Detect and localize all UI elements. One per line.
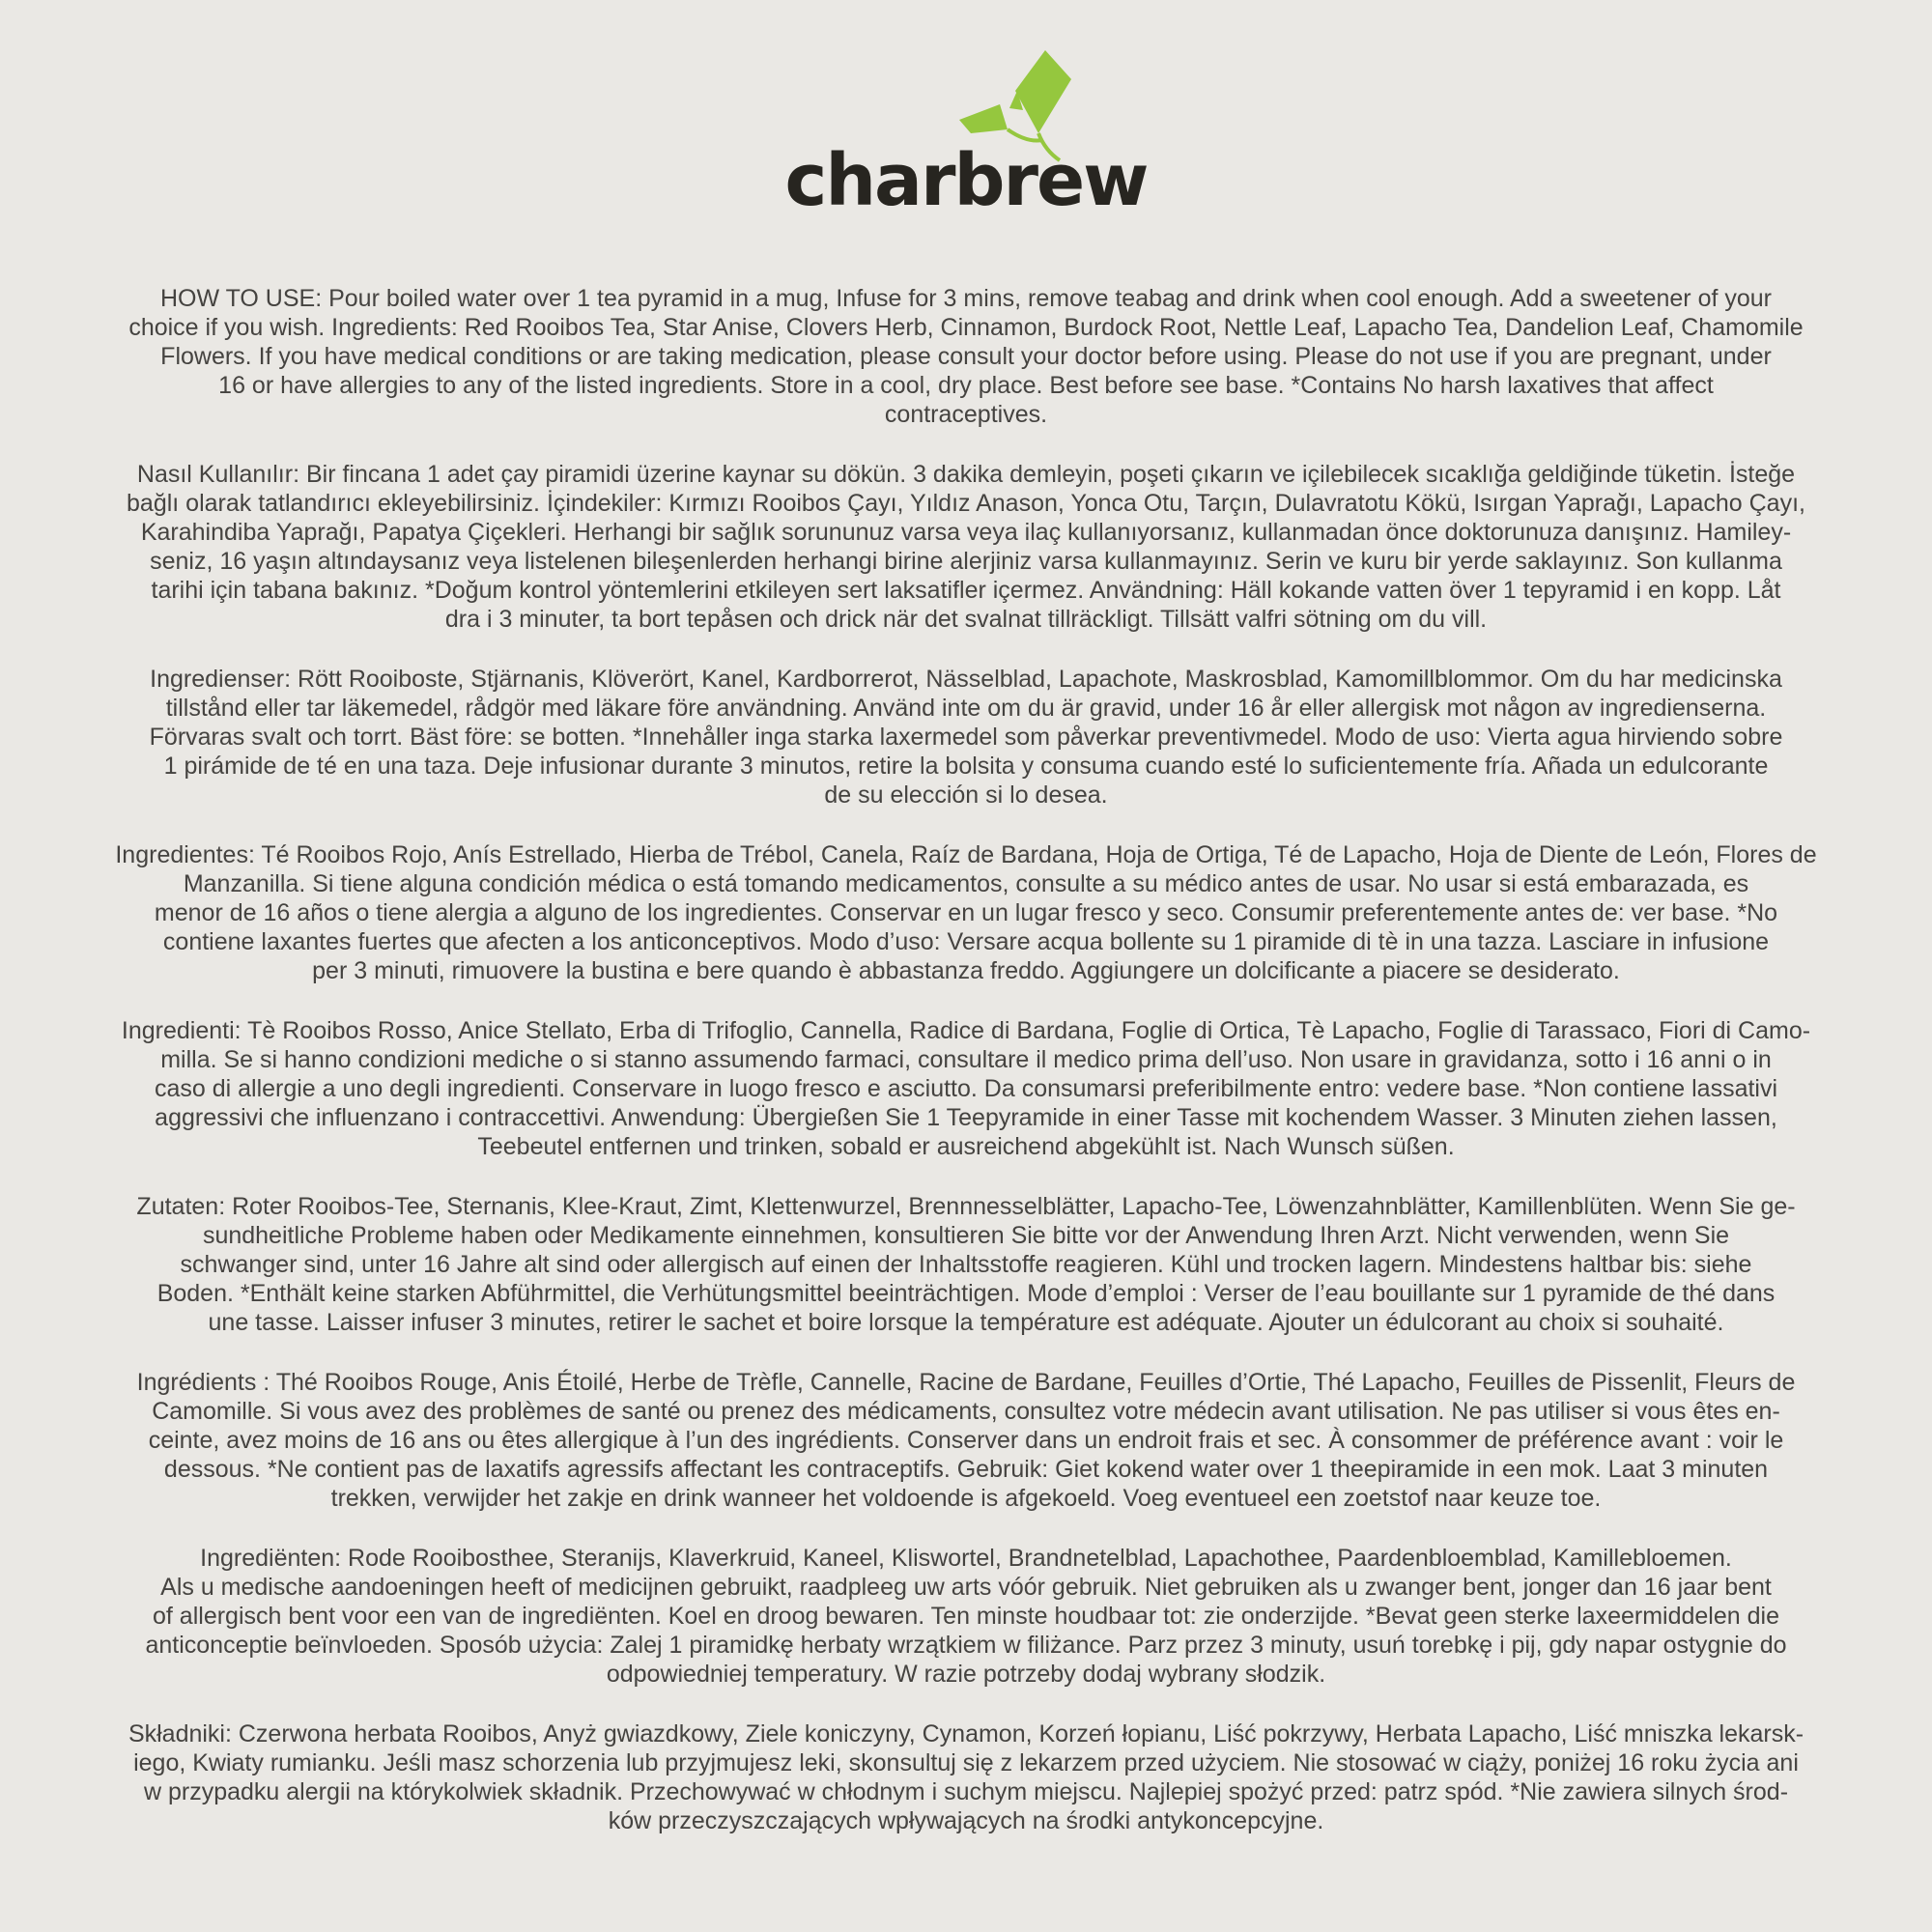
paragraph-english xyxy=(34,284,1898,429)
text-line: Ingrediënten: Rode Rooibosthee, Steranijs, Klaverkruid, Kaneel, Kliswortel, Brandnetelblad, Lapachothee, Paardenbloemblad, Kamillebloemen. xyxy=(200,1545,1732,1572)
paragraph-italian-german xyxy=(34,1016,1898,1161)
text-line: une tasse. Laisser infuser 3 minutes, retirer le sachet et boire lorsque la température est adéquate. Ajouter un édulcorant au choix si souhaité. xyxy=(208,1309,1724,1336)
text-line: trekken, verwijder het zakje en drink wanneer het voldoende is afgekoeld. Voeg eventueel een zoetstof naar keuze toe. xyxy=(330,1485,1602,1512)
paragraph-swedish-spanish xyxy=(34,665,1898,810)
text-line: sundheitliche Probleme haben oder Medikamente einnehmen, konsultieren Sie bitte vor der Anwendung Ihren Arzt. Nicht verwenden, wenn Sie xyxy=(202,1222,1730,1249)
text-line: Składniki: Czerwona herbata Rooibos, Anyż gwiazdkowy, Ziele koniczyny, Cynamon, Korzeń łopianu, Liść pokrzywy, Herbata Lapacho, Liść mniszka lekarsk- xyxy=(128,1720,1804,1747)
text-line: schwanger sind, unter 16 Jahre alt sind oder allergisch auf einen der Inhaltsstoffe reagieren. Kühl und trocken lagern. Mindestens haltbar bis: siehe xyxy=(180,1251,1752,1278)
text-line: 16 or have allergies to any of the listed ingredients. Store in a cool, dry place. Best before see base. *Contains No harsh laxatives that affect xyxy=(218,372,1714,399)
text-line: 1 pirámide de té en una taza. Deje infusionar durante 3 minutos, retire la bolsita y consuma cuando esté lo suficientemente fría. Añada un edulcorante xyxy=(163,753,1769,780)
text-line: ków przeczyszczających wpływających na środki antykoncepcyjne. xyxy=(608,1807,1324,1834)
brand-logo xyxy=(784,48,1148,222)
paragraph-french-dutch xyxy=(34,1368,1898,1513)
text-line: Förvaras svalt och torrt. Bäst före: se botten. *Innehåller inga starka laxermedel som påverkar preventivmedel. Modo de uso: Vierta agua hirviendo sobre xyxy=(149,724,1783,751)
text-line: aggressivi che influenzano i contraccettivi. Anwendung: Übergießen Sie 1 Teepyramide in einer Tasse mit kochendem Wasser. 3 Minuten ziehen lassen, xyxy=(155,1104,1777,1131)
text-line: Ingredienti: Tè Rooibos Rosso, Anice Stellato, Erba di Trifoglio, Cannella, Radice di Bardana, Foglie di Ortica, Tè Lapacho, Foglie di Tarassaco, Fiori di Camo- xyxy=(121,1017,1811,1044)
text-line: choice if you wish. Ingredients: Red Rooibos Tea, Star Anise, Clovers Herb, Cinnamon, Burdock Root, Nettle Leaf, Lapacho Tea, Dandelion Leaf, Chamomile xyxy=(128,314,1804,341)
paragraph-german-french xyxy=(34,1192,1898,1337)
text-line: dessous. *Ne contient pas de laxatifs agressifs affectant les contraceptifs. Gebruik: Giet kokend water over 1 theepiramide in een mok. Laat 3 minuten xyxy=(163,1456,1769,1483)
paragraph-turkish-swedish xyxy=(34,460,1898,634)
text-line: menor de 16 años o tiene alergia a alguno de los ingredientes. Conservar en un lugar fresco y seco. Consumir preferentemente antes de: ver base. *No xyxy=(154,899,1778,926)
text-line: milla. Se si hanno condizioni mediche o si stanno assumendo farmaci, consultare il medico prima dell’uso. Non usare in gravidanza, sotto i 16 anni o in xyxy=(160,1046,1772,1073)
text-line: Nasıl Kullanılır: Bir fincana 1 adet çay piramidi üzerine kaynar su dökün. 3 dakika demleyin, poşeti çıkarın ve içilebilecek sıcaklığa geldiğinde tüketin. İsteğe xyxy=(136,461,1796,488)
label-text xyxy=(34,284,1898,1835)
text-line: Ingrédients : Thé Rooibos Rouge, Anis Étoilé, Herbe de Trèfle, Cannelle, Racine de Bardane, Feuilles d’Ortie, Thé Lapacho, Feuilles de Pissenlit, Fleurs de xyxy=(136,1369,1796,1396)
text-line: Ingredientes: Té Rooibos Rojo, Anís Estrellado, Hierba de Trébol, Canela, Raíz de Bardana, Hoja de Ortiga, Té de Lapacho, Hoja de Diente de León, Flores de xyxy=(115,841,1817,868)
text-line: bağlı olarak tatlandırıcı ekleyebilirsiniz. İçindekiler: Kırmızı Rooibos Çayı, Yıldız Anason, Yonca Otu, Tarçın, Dulavratotu Kökü, Isırgan Yaprağı, Lapacho Çayı, xyxy=(127,490,1805,517)
text-line: HOW TO USE: Pour boiled water over 1 tea pyramid in a mug, Infuse for 3 mins, remove teabag and drink when cool enough. Add a sweetener of your xyxy=(159,285,1773,312)
text-line: Als u medische aandoeningen heeft of medicijnen gebruikt, raadpleeg uw arts vóór gebruik. Niet gebruiken als u zwanger bent, jonger dan 16 jaar bent xyxy=(160,1574,1772,1601)
text-line: Camomille. Si vous avez des problèmes de santé ou prenez des médicaments, consultez votre médecin avant utilisation. Ne pas utiliser si vous êtes en- xyxy=(152,1398,1780,1425)
text-line: odpowiedniej temperatury. W razie potrzeby dodaj wybrany słodzik. xyxy=(606,1661,1326,1688)
text-line: de su elección si lo desea. xyxy=(824,781,1108,809)
text-line: Flowers. If you have medical conditions or are taking medication, please consult your doctor before using. Please do not use if you are pregnant, under xyxy=(160,343,1772,370)
text-line: iego, Kwiaty rumianku. Jeśli masz schorzenia lub przyjmujesz leki, skonsultuj się z lekarzem przed użyciem. Nie stosować w ciąży, poniżej 16 roku życia ani xyxy=(133,1749,1799,1776)
text-line: dra i 3 minuter, ta bort tepåsen och drick när det svalnat tillräckligt. Tillsätt valfri sötning om du vill. xyxy=(444,606,1488,633)
paragraph-spanish-italian xyxy=(34,840,1898,985)
text-line: Karahindiba Yaprağı, Papatya Çiçekleri. Herhangi bir sağlık sorununuz varsa veya ilaç kullanıyorsanız, kullanmadan önce doktorunuza danışınız. Hamiley- xyxy=(140,519,1792,546)
text-line: ceinte, avez moins de 16 ans ou êtes allergique à l’un des ingrédients. Conserver dans un endroit frais et sec. À consommer de préférence avant : voir le xyxy=(148,1427,1784,1454)
text-line: caso di allergie a uno degli ingredienti. Conservare in luogo fresco e asciutto. Da consumarsi preferibilmente entro: vedere base. *Non contiene lassativi xyxy=(154,1075,1778,1102)
text-line: Teebeutel entfernen und trinken, sobald er ausreichend abgekühlt ist. Nach Wunsch süßen. xyxy=(477,1133,1455,1160)
text-line: per 3 minuti, rimuovere la bustina e bere quando è abbastanza freddo. Aggiungere un dolcificante a piacere se desiderato. xyxy=(312,957,1620,984)
text-line: anticonceptie beïnvloeden. Sposób użycia: Zalej 1 piramidkę herbaty wrzątkiem w filiżance. Parz przez 3 minuty, usuń torebkę i pij, gdy napar ostygnie do xyxy=(145,1632,1787,1659)
text-line: Manzanilla. Si tiene alguna condición médica o está tomando medicamentos, consulte a su médico antes de usar. No usar si está embarazada, es xyxy=(183,870,1749,897)
brand-name: charbrew xyxy=(784,139,1148,222)
text-line: tarihi için tabana bakınız. *Doğum kontrol yöntemlerini etkileyen sert laksatifler içermez. Användning: Häll kokande vatten över 1 tepyramid i en kopp. Låt xyxy=(151,577,1781,604)
text-line: Zutaten: Roter Rooibos-Tee, Sternanis, Klee-Kraut, Zimt, Klettenwurzel, Brennnesselblätter, Lapacho-Tee, Löwenzahnblätter, Kamillenblüten. Wenn Sie ge- xyxy=(136,1193,1796,1220)
paragraph-dutch-polish xyxy=(34,1544,1898,1689)
text-line: Boden. *Enthält keine starken Abführmittel, die Verhütungsmittel beeinträchtigen. Mode d’emploi : Verser de l’eau bouillante sur 1 pyramide de thé dans xyxy=(156,1280,1776,1307)
text-line: w przypadku alergii na którykolwiek składnik. Przechowywać w chłodnym i suchym miejscu. Najlepiej spożyć przed: patrz spód. *Nie zawiera silnych środ- xyxy=(143,1778,1789,1805)
text-line: Ingredienser: Rött Rooiboste, Stjärnanis, Klöverört, Kanel, Kardborrerot, Nässelblad, Lapachote, Maskrosblad, Kamomillblommor. Om du har medicinska xyxy=(150,666,1782,693)
leaf-icon xyxy=(952,48,1096,164)
paragraph-polish xyxy=(34,1719,1898,1835)
text-line: contraceptives. xyxy=(884,401,1048,428)
text-line: seniz, 16 yaşın altındaysanız veya listelenen bileşenlerden herhangi birine alerjiniz varsa kullanmayınız. Serin ve kuru bir yerde saklayınız. Son kullanma xyxy=(150,548,1782,575)
text-line: tillstånd eller tar läkemedel, rådgör med läkare före användning. Använd inte om du är gravid, under 16 år eller allergisk mot någon av ingredienserna. xyxy=(165,695,1767,722)
text-line: of allergisch bent voor een van de ingrediënten. Koel en droog bewaren. Ten minste houdbaar tot: zie onderzijde. *Bevat geen sterke laxeermiddelen die xyxy=(153,1603,1779,1630)
text-line: contiene laxantes fuertes que afecten a los anticonceptivos. Modo d’uso: Versare acqua bollente su 1 piramide di tè in una tazza. Lasciare in infusione xyxy=(162,928,1770,955)
